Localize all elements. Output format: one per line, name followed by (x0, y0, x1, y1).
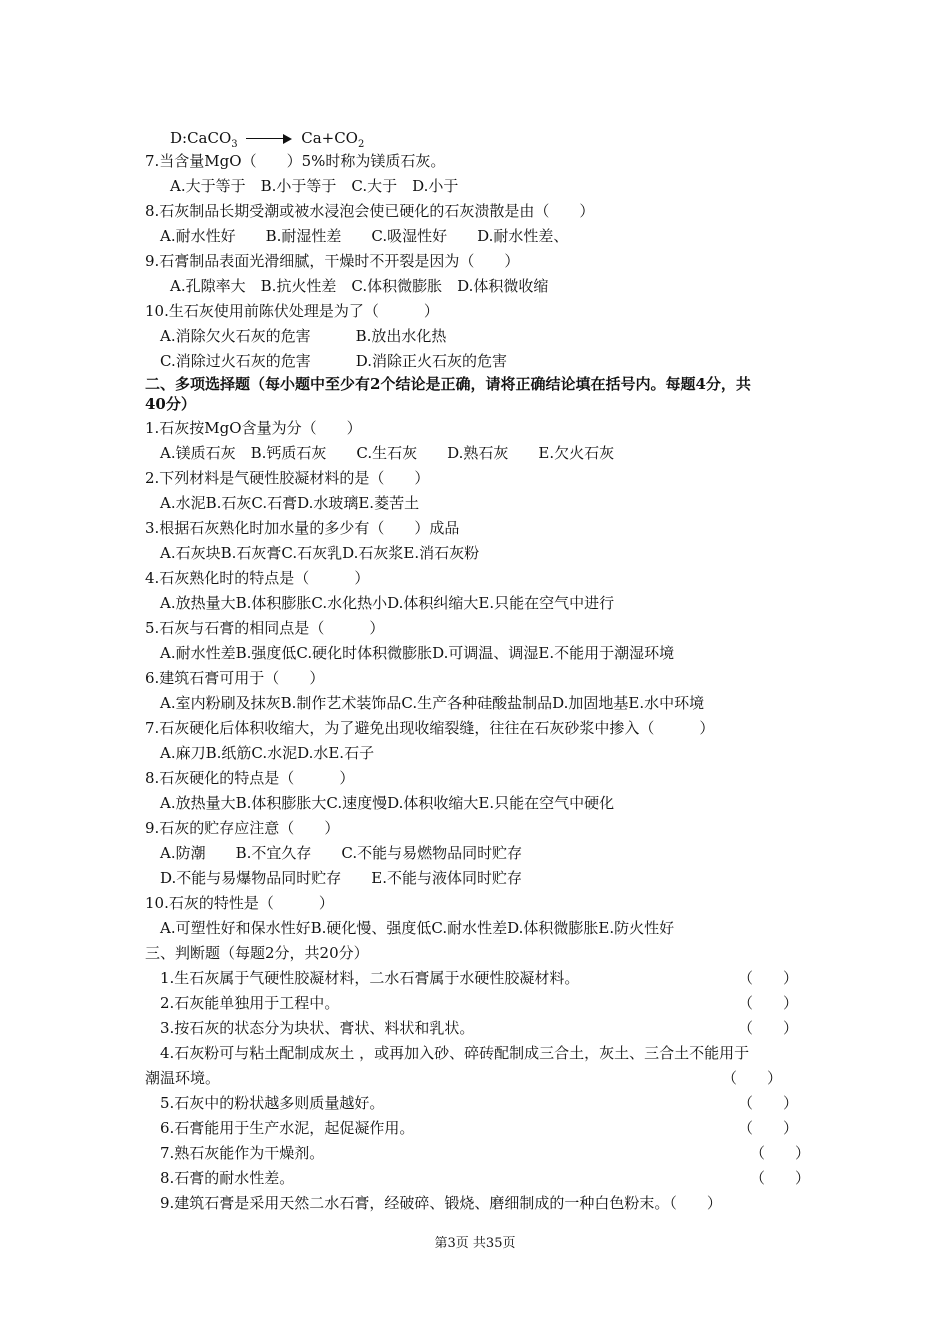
question-options: A.大于等于 B.小于等于 C.大于 D.小于 (170, 177, 459, 195)
answer-blank[interactable]: （ ） (738, 1019, 799, 1037)
question-options: A.孔隙率大 B.抗火性差 C.体积微膨胀 D.体积微收缩 (170, 277, 549, 295)
question-options: A.室内粉刷及抹灰B.制作艺术装饰品C.生产各种硅酸盐制品D.加固地基E.水中环境 (160, 694, 705, 712)
question-text: 9.石灰的贮存应注意（ ） (145, 819, 340, 837)
question-options: A.麻刀B.纸筋C.水泥D.水E.石子 (160, 744, 375, 762)
question-text: 3.根据石灰熟化时加水量的多少有（ ）成品 (145, 519, 460, 537)
judgment-statement: 7.熟石灰能作为干燥剂。 (160, 1144, 325, 1162)
formula-rhs-sub: 2 (357, 139, 365, 150)
section-heading: 二、多项选择题（每小题中至少有2个结论是正确，请将正确结论填在括号内。每题4分，共 (145, 375, 751, 393)
question-text: 8.石灰硬化的特点是（ ） (145, 769, 355, 787)
answer-blank[interactable]: （ ） (750, 1144, 811, 1162)
question-options: A.放热量大B.体积膨胀C.水化热小D.体积纠缩大E.只能在空气中进行 (160, 594, 615, 612)
question-options: A.防潮 B.不宜久存 C.不能与易燃物品同时贮存 (160, 844, 523, 862)
section-heading-cont: 40分） (145, 395, 196, 413)
question-text: 10.石灰的特性是（ ） (145, 894, 334, 912)
answer-blank[interactable]: （ ） (738, 969, 799, 987)
reaction-arrow-icon (246, 134, 292, 144)
formula-lhs-sub: 3 (231, 139, 238, 150)
judgment-statement: 4.石灰粉可与粘土配制成灰土 ，或再加入砂、碎砖配制成三合土，灰土、三合土不能用于 (160, 1044, 750, 1062)
question-text: 7.当含量MgO（ ）5%时称为镁质石灰。 (145, 152, 446, 170)
question-text: 10.生石灰使用前陈伏处理是为了（ ） (145, 302, 439, 320)
judgment-statement-cont: 潮温环境。 (145, 1069, 221, 1087)
question-options: A.可塑性好和保水性好B.硬化慢、强度低C.耐水性差D.体积微膨胀E.防火性好 (160, 919, 675, 937)
judgment-statement: 2.石灰能单独用于工程中。 (160, 994, 340, 1012)
judgment-statement: 9.建筑石膏是采用天然二水石膏，经破碎、锻烧、磨细制成的一种白色粉末。（ ） (160, 1194, 722, 1212)
question-options: A.水泥B.石灰C.石膏D.水玻璃E.菱苦土 (160, 494, 420, 512)
question-text: 1.石灰按MgO含量为分（ ） (145, 419, 362, 437)
question-options: A.镁质石灰 B.钙质石灰 C.生石灰 D.熟石灰 E.欠火石灰 (160, 444, 615, 462)
question-text: 6.建筑石膏可用于（ ） (145, 669, 325, 687)
question-text: 5.石灰与石膏的相同点是（ ） (145, 619, 385, 637)
answer-blank[interactable]: （ ） (738, 994, 799, 1012)
judgment-statement: 1.生石灰属于气硬性胶凝材料，二水石膏属于水硬性胶凝材料。 (160, 969, 580, 987)
answer-blank[interactable]: （ ） (722, 1069, 783, 1087)
question-text: 2.下列材料是气硬性胶凝材料的是（ ） (145, 469, 430, 487)
judgment-statement: 3.按石灰的状态分为块状、膏状、料状和乳状。 (160, 1019, 475, 1037)
question-text: 4.石灰熟化时的特点是（ ） (145, 569, 370, 587)
question-options: A.石灰块B.石灰膏C.石灰乳D.石灰浆E.消石灰粉 (160, 544, 480, 562)
formula-lhs: D:CaCO (170, 129, 232, 147)
formula-rhs: Ca+CO (301, 129, 358, 147)
question-text: 8.石灰制品长期受潮或被水浸泡会使已硬化的石灰溃散是由（ ） (145, 202, 595, 220)
page-footer: 第3页 共35页 (434, 1236, 516, 1251)
question-options: A.消除欠火石灰的危害 B.放出水化热 (160, 327, 447, 345)
answer-blank[interactable]: （ ） (738, 1119, 799, 1137)
question-text: 9.石膏制品表面光滑细腻，干燥时不开裂是因为（ ） (145, 252, 520, 270)
answer-blank[interactable]: （ ） (738, 1094, 799, 1112)
judgment-statement: 5.石灰中的粉状越多则质量越好。 (160, 1094, 385, 1112)
question-options: A.放热量大B.体积膨胀大C.速度慢D.体积收缩大E.只能在空气中硬化 (160, 794, 615, 812)
judgment-statement: 8.石膏的耐水性差。 (160, 1169, 295, 1187)
question-options: A.耐水性好 B.耐湿性差 C.吸湿性好 D.耐水性差、 (160, 227, 569, 245)
question-options: A.耐水性差B.强度低C.硬化时体积微膨胀D.可调温、调湿E.不能用于潮湿环境 (160, 644, 675, 662)
question-options: C.消除过火石灰的危害 D.消除正火石灰的危害 (160, 352, 507, 370)
question-options: D.不能与易爆物品同时贮存 E.不能与液体同时贮存 (160, 869, 522, 887)
section-heading: 三、判断题（每题2分，共20分） (145, 944, 369, 962)
answer-blank[interactable]: （ ） (750, 1169, 811, 1187)
question-text: 7.石灰硬化后体积收缩大，为了避免出现收缩裂缝，往往在石灰砂浆中掺入（ ） (145, 719, 715, 737)
judgment-statement: 6.石膏能用于生产水泥，起促凝作用。 (160, 1119, 415, 1137)
reaction-formula (170, 128, 364, 148)
